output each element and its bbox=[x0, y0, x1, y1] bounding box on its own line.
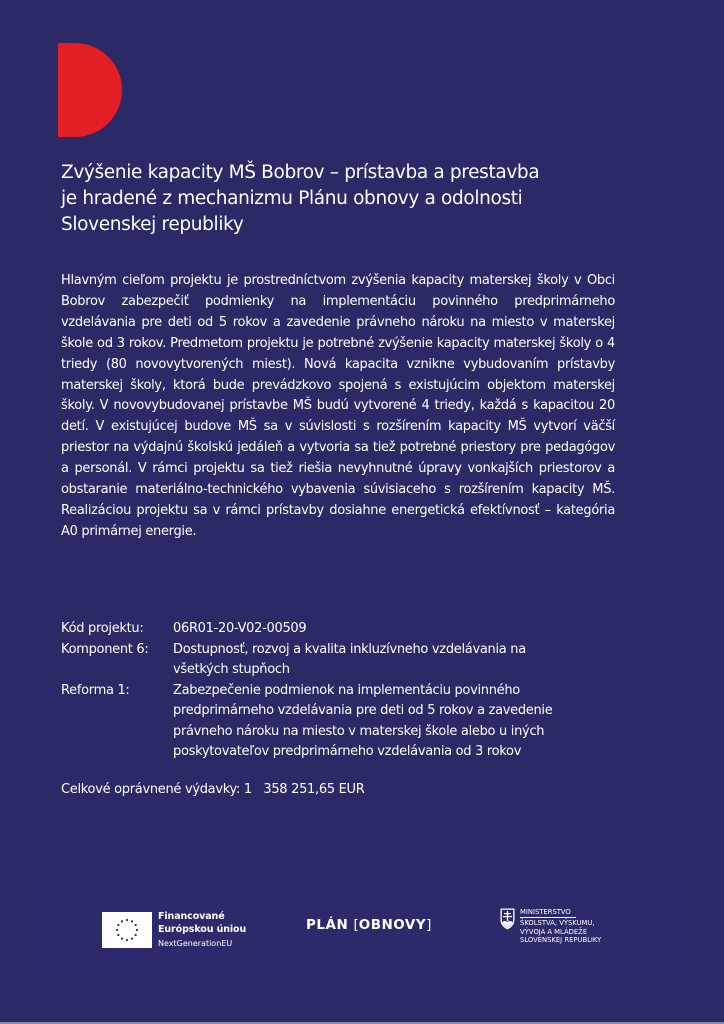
plan-obnovy-logo bbox=[306, 917, 431, 933]
total-label: Celkové oprávnené výdavky: bbox=[61, 782, 241, 797]
page-title bbox=[61, 160, 661, 238]
eu-star-icon bbox=[135, 924, 137, 926]
plan-obnovy-brand-mark-icon bbox=[58, 43, 122, 137]
reform-text-line: právneho nároku na miesto v materskej škole alebo u iných bbox=[173, 723, 545, 739]
eu-star-icon bbox=[131, 938, 133, 940]
project-code-value bbox=[173, 619, 621, 640]
ministry-logo bbox=[500, 908, 601, 945]
eu-star-icon bbox=[121, 938, 123, 940]
component-text-line: Dostupnosť, rozvoj a kvalita inkluzívneho vzdelávania na bbox=[173, 641, 526, 657]
project-code-text: 06R01-20-V02-00509 bbox=[173, 621, 307, 636]
component-label: Komponent 6: bbox=[61, 641, 149, 657]
eu-star-icon bbox=[126, 939, 128, 941]
bracket-open-icon: [ bbox=[353, 917, 359, 933]
obnovy-word: OBNOVY bbox=[358, 917, 427, 933]
eu-logo-line2: Európskou úniou bbox=[158, 924, 247, 935]
reform-label: Reforma 1: bbox=[61, 682, 130, 698]
ministry-line: SLOVENSKEJ REPUBLIKY bbox=[520, 936, 602, 945]
title-line: Zvýšenie kapacity MŠ Bobrov – prístavba a prestavba bbox=[61, 162, 540, 183]
eu-star-icon bbox=[126, 919, 128, 921]
title-line: je hradené z mechanizmu Plánu obnovy a odolnosti bbox=[61, 188, 523, 209]
eu-star-icon bbox=[131, 920, 133, 922]
total-eligible-expenses bbox=[61, 782, 365, 797]
component-value bbox=[173, 640, 621, 681]
eu-star-icon bbox=[116, 929, 118, 931]
eu-star-icon bbox=[117, 934, 119, 936]
component-row bbox=[61, 640, 621, 681]
reform-text-line: predprimárneho vzdelávania pre deti od 5 rokov a zavedenie bbox=[173, 703, 553, 718]
eu-logo-line3: NextGenerationEU bbox=[158, 939, 233, 948]
reform-text-line: poskytovateľov predprimárneho vzdelávania od 3 rokov bbox=[173, 744, 522, 759]
slovak-coat-of-arms-icon bbox=[500, 908, 515, 930]
bracket-close-icon: ] bbox=[426, 917, 432, 933]
component-text-line: všetkých stupňoch bbox=[173, 662, 290, 677]
ministry-line: VÝVOJA A MLÁDEŽE bbox=[520, 927, 588, 936]
eu-logo-text bbox=[158, 910, 246, 950]
title-line: Slovenskej republiky bbox=[61, 214, 244, 235]
eu-funding-logo bbox=[102, 910, 246, 950]
reform-row bbox=[61, 681, 621, 763]
eu-star-icon bbox=[121, 920, 123, 922]
project-code-row bbox=[61, 619, 621, 640]
eu-star-icon bbox=[136, 929, 138, 931]
ministry-line: ŠKOLSTVA, VÝSKUMU, bbox=[520, 919, 595, 928]
eu-logo-line1: Financované bbox=[158, 911, 225, 922]
ministry-logo-text bbox=[520, 908, 601, 945]
reform-value bbox=[173, 681, 621, 763]
ministry-line: MINISTERSTVO bbox=[520, 908, 576, 918]
eu-flag-icon bbox=[102, 912, 152, 948]
project-description: Hlavným cieľom projektu je prostredníctvom zvýšenia kapacity materskej školy v Obci Bobrov zabezpečiť podmienky na implementáciu povinného predprimárneho vzdelávania pre deti od 5 rokov a zavedenie právneho nároku na miesto v materskej škole od 3 rokov. Predmetom projektu je potrebné zvýšenie kapacity materskej školy o 4 triedy (80 novovytvorených miest). Nová kapacita vznikne vybudovaním prístavby materskej školy, ktorá bude prevádzkovo spojená s existujúcim objektom materskej školy. V novovybudovanej prístavbe MŠ budú vytvorené 4 triedy, každá s kapacitou 20 detí. V existujúcej budove MŠ sa v súvislosti s rozšírením kapacity MŠ vytvorí väčší priestor na výdajnú školskú jedáleň a vytvoria sa tiež potrebné priestory pre pedagógov a personál. V rámci projektu sa tiež riešia nevyhnutné úpravy vonkajších priestorov a obstaranie materiálno-technického vybavenia súvisiaceho s rozšírením kapacity MŠ. Realizáciou projektu sa v rámci prístavby dosiahne energetická efektívnosť – kategória A0 primárnej energie. bbox=[61, 273, 615, 539]
plan-word: PLÁN bbox=[306, 917, 349, 933]
project-code-label: Kód projektu: bbox=[61, 621, 144, 636]
eu-star-icon bbox=[135, 934, 137, 936]
project-details bbox=[61, 619, 621, 763]
eu-star-icon bbox=[117, 924, 119, 926]
reform-text-line: Zabezpečenie podmienok na implementáciu povinného bbox=[173, 682, 520, 698]
total-value: 1 358 251,65 EUR bbox=[243, 782, 365, 797]
